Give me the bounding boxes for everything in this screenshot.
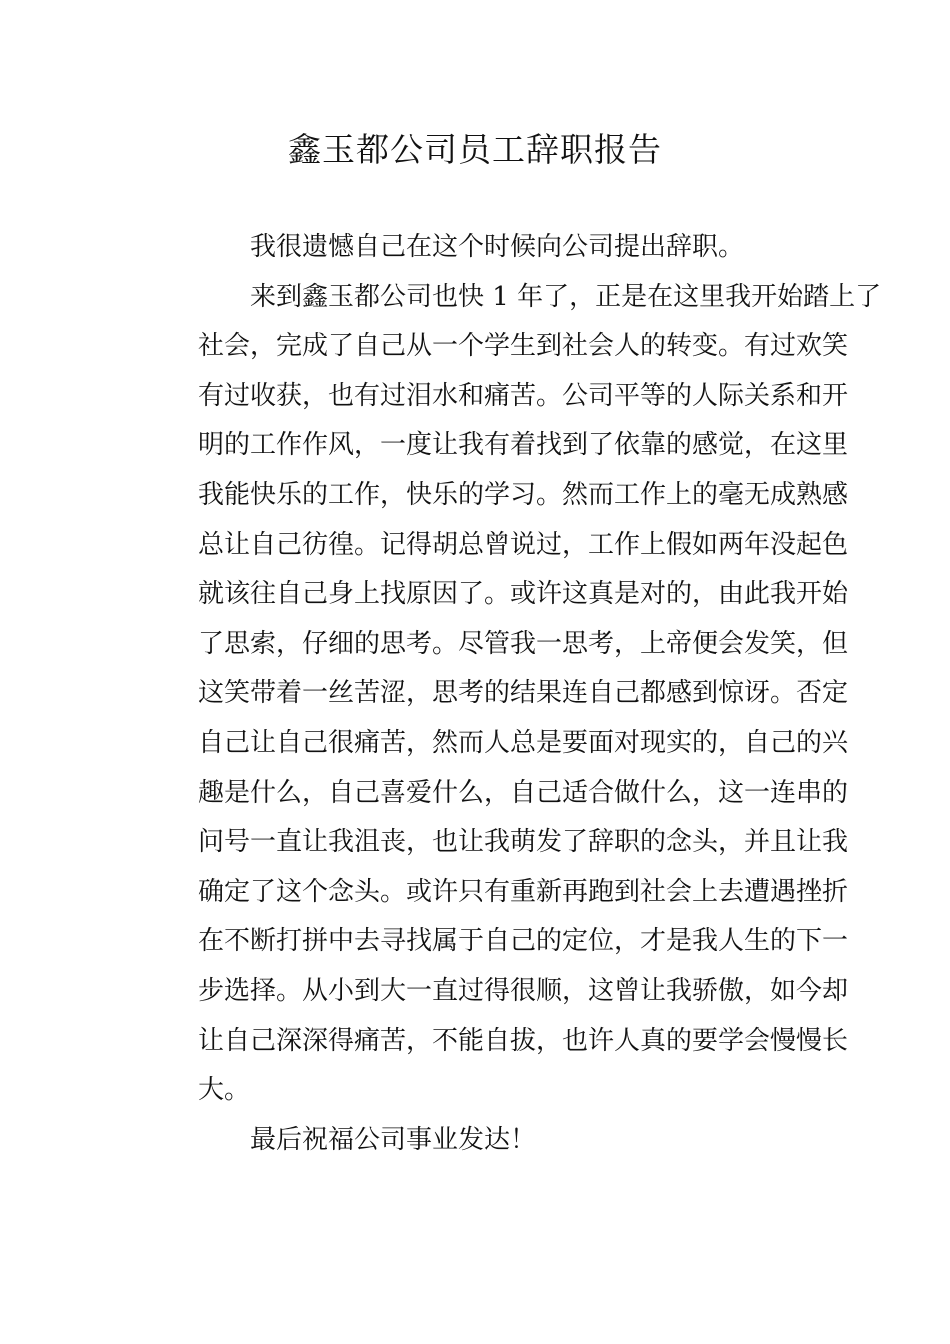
paragraph-line: 来到鑫玉都公司也快 1 年了，正是在这里我开始踏上了 xyxy=(250,281,882,312)
paragraph-line: 确定了这个念头。或许只有重新再跑到社会上去遭遇挫折 xyxy=(198,876,849,907)
paragraph-line: 就该往自己身上找原因了。或许这真是对的，由此我开始 xyxy=(198,579,849,610)
paragraph-line: 在不断打拼中去寻找属于自己的定位，才是我人生的下一 xyxy=(198,926,849,957)
paragraph-line: 问号一直让我沮丧，也让我萌发了辞职的念头，并且让我 xyxy=(198,827,849,858)
paragraph-line: 明的工作作风，一度让我有着找到了依靠的感觉，在这里 xyxy=(198,430,849,461)
paragraph-line: 社会，完成了自己从一个学生到社会人的转变。有过欢笑 xyxy=(198,331,849,362)
paragraph-line: 自己让自己很痛苦，然而人总是要面对现实的，自己的兴 xyxy=(198,727,849,758)
paragraph-line: 我能快乐的工作，快乐的学习。然而工作上的毫无成熟感 xyxy=(198,479,849,510)
document-title: 鑫玉都公司员工辞职报告 xyxy=(288,130,662,169)
document-body xyxy=(146,223,882,1165)
paragraph-line: 了思索，仔细的思考。尽管我一思考，上帝便会发笑，但 xyxy=(198,628,849,659)
paragraph-main xyxy=(146,273,882,1116)
paragraph-line: 趣是什么，自己喜爱什么，自己适合做什么，这一连串的 xyxy=(198,777,849,808)
paragraph-line: 步选择。从小到大一直过得很顺，这曾让我骄傲，如今却 xyxy=(198,975,849,1006)
paragraph-line: 总让自己彷徨。记得胡总曾说过，工作上假如两年没起色 xyxy=(198,529,849,560)
paragraph-line: 让自己深深得痛苦，不能自拔，也许人真的要学会慢慢长 xyxy=(198,1025,849,1056)
paragraph-line: 最后祝福公司事业发达！ xyxy=(250,1124,537,1155)
paragraph-line: 我很遗憾自己在这个时候向公司提出辞职。 xyxy=(250,232,745,262)
paragraph-closing xyxy=(146,1116,808,1166)
paragraph-line: 这笑带着一丝苦涩，思考的结果连自己都感到惊讶。否定 xyxy=(198,678,849,709)
paragraph-opening xyxy=(146,223,808,273)
paragraph-line: 大。 xyxy=(198,1075,251,1106)
paragraph-line: 有过收获，也有过泪水和痛苦。公司平等的人际关系和开 xyxy=(198,380,849,411)
